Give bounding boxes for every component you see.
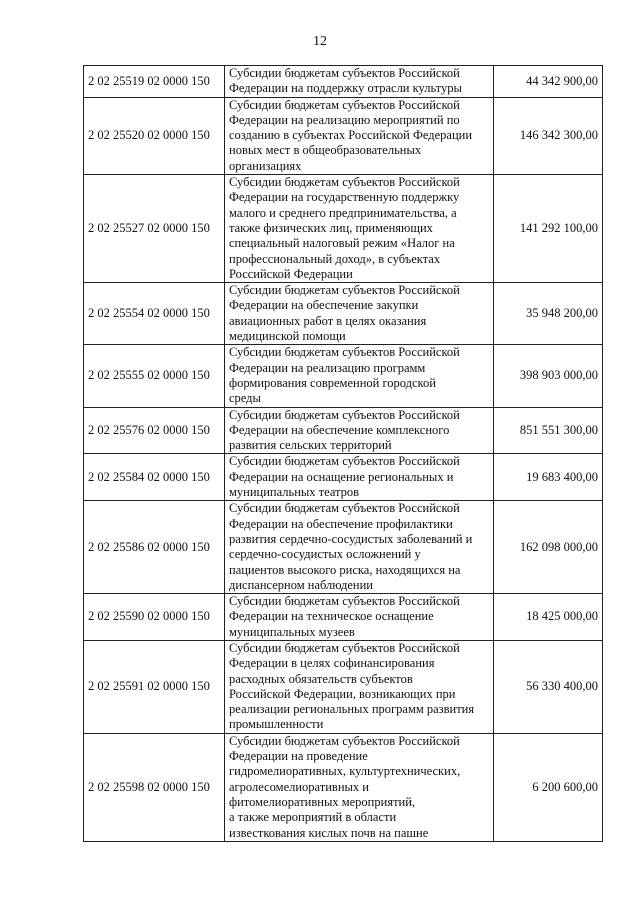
description-cell xyxy=(225,640,494,733)
budget-code-cell: 2 02 25598 02 0000 150 xyxy=(84,733,225,841)
description-cell xyxy=(225,97,494,174)
description-line: развития сердечно-сосудистых заболеваний и xyxy=(229,531,473,546)
description-line: Федерации на обеспечение профилактики xyxy=(229,516,453,531)
description-cell xyxy=(225,175,494,283)
description-line: Субсидии бюджетам субъектов Российской xyxy=(229,66,460,80)
description-cell xyxy=(225,594,494,641)
table-row xyxy=(84,454,603,501)
description-line: новых мест в общеобразовательных xyxy=(229,143,422,158)
description-cell xyxy=(225,733,494,841)
table-row xyxy=(84,283,603,345)
description-line: Субсидии бюджетам субъектов Российской xyxy=(229,175,460,190)
budget-code-cell: 2 02 25554 02 0000 150 xyxy=(84,283,225,345)
description-line: Федерации на обеспечение закупки xyxy=(229,298,419,313)
amount-cell: 6 200 600,00 xyxy=(494,733,603,841)
budget-code-cell: 2 02 25576 02 0000 150 xyxy=(84,407,225,454)
description-line: известкования кислых почв на пашне xyxy=(229,825,429,840)
amount-cell: 56 330 400,00 xyxy=(494,640,603,733)
description-line: Субсидии бюджетам субъектов Российской xyxy=(229,407,460,422)
table-row xyxy=(84,640,603,733)
table-row xyxy=(84,407,603,454)
budget-code-cell: 2 02 25527 02 0000 150 xyxy=(84,175,225,283)
description-cell xyxy=(225,407,494,454)
table-row xyxy=(84,66,603,98)
description-line: Субсидии бюджетам субъектов Российской xyxy=(229,733,460,748)
description-line: а также мероприятий в области xyxy=(229,810,397,825)
budget-table-body xyxy=(84,66,603,842)
description-line: созданию в субъектах Российской Федерации xyxy=(229,128,473,143)
amount-cell: 141 292 100,00 xyxy=(494,175,603,283)
description-line: среды xyxy=(229,391,261,406)
budget-code-cell: 2 02 25519 02 0000 150 xyxy=(84,66,225,98)
description-line: Субсидии бюджетам субъектов Российской xyxy=(229,454,460,469)
table-row xyxy=(84,501,603,594)
description-line: Субсидии бюджетам субъектов Российской xyxy=(229,501,460,516)
description-line: сердечно-сосудистых осложнений у xyxy=(229,547,421,562)
budget-code-cell: 2 02 25590 02 0000 150 xyxy=(84,594,225,641)
description-line: реализации региональных программ развития xyxy=(229,702,475,717)
description-line: также физических лиц, применяющих xyxy=(229,220,433,235)
description-line: Субсидии бюджетам субъектов Российской xyxy=(229,640,460,655)
amount-cell: 18 425 000,00 xyxy=(494,594,603,641)
description-line: Федерации на реализацию мероприятий по xyxy=(229,112,460,127)
description-line: специальный налоговый режим «Налог на xyxy=(229,236,455,251)
table-row xyxy=(84,345,603,407)
amount-cell: 19 683 400,00 xyxy=(494,454,603,501)
description-line: формирования современной городской xyxy=(229,375,436,390)
description-line: организациях xyxy=(229,158,302,173)
description-line: агролесомелиоративных и xyxy=(229,779,369,794)
description-line: малого и среднего предпринимательства, а xyxy=(229,205,457,220)
description-line: авиационных работ в целях оказания xyxy=(229,313,427,328)
amount-cell: 162 098 000,00 xyxy=(494,501,603,594)
description-line: Федерации на оснащение региональных и xyxy=(229,469,454,484)
amount-cell: 851 551 300,00 xyxy=(494,407,603,454)
description-line: муниципальных музеев xyxy=(229,624,355,639)
description-line: профессиональный доход», в субъектах xyxy=(229,251,441,266)
description-line: Федерации на проведение xyxy=(229,749,368,764)
amount-cell: 35 948 200,00 xyxy=(494,283,603,345)
description-line: Российской Федерации xyxy=(229,266,353,281)
description-line: Федерации на государственную поддержку xyxy=(229,190,460,205)
budget-code-cell: 2 02 25586 02 0000 150 xyxy=(84,501,225,594)
description-line: Федерации на реализацию программ xyxy=(229,360,426,375)
description-line: пациентов высокого риска, находящихся на xyxy=(229,562,461,577)
description-line: гидромелиоративных, культуртехнических, xyxy=(229,764,461,779)
description-line: Федерации на обеспечение комплексного xyxy=(229,422,450,437)
description-line: медицинской помощи xyxy=(229,329,346,344)
description-line: диспансерном наблюдении xyxy=(229,577,373,592)
description-line: Федерации в целях софинансирования xyxy=(229,656,435,671)
budget-code-cell: 2 02 25591 02 0000 150 xyxy=(84,640,225,733)
budget-code-cell: 2 02 25584 02 0000 150 xyxy=(84,454,225,501)
description-line: Субсидии бюджетам субъектов Российской xyxy=(229,97,460,112)
description-line: Российской Федерации, возникающих при xyxy=(229,686,456,701)
table-row xyxy=(84,97,603,174)
description-line: Федерации на поддержку отрасли культуры xyxy=(229,81,462,96)
description-line: муниципальных театров xyxy=(229,485,360,500)
table-row xyxy=(84,733,603,841)
amount-cell: 44 342 900,00 xyxy=(494,66,603,98)
budget-code-cell: 2 02 25520 02 0000 150 xyxy=(84,97,225,174)
description-cell xyxy=(225,66,494,98)
description-cell xyxy=(225,501,494,594)
description-line: развития сельских территорий xyxy=(229,438,392,453)
description-cell xyxy=(225,345,494,407)
amount-cell: 146 342 300,00 xyxy=(494,97,603,174)
table-row xyxy=(84,594,603,641)
budget-code-cell: 2 02 25555 02 0000 150 xyxy=(84,345,225,407)
description-line: Субсидии бюджетам субъектов Российской xyxy=(229,594,460,609)
description-line: Федерации на техническое оснащение xyxy=(229,609,434,624)
description-cell xyxy=(225,283,494,345)
amount-cell: 398 903 000,00 xyxy=(494,345,603,407)
description-line: фитомелиоративных мероприятий, xyxy=(229,794,416,809)
table-row xyxy=(84,175,603,283)
description-cell xyxy=(225,454,494,501)
description-line: расходных обязательств субъектов xyxy=(229,671,413,686)
description-line: Субсидии бюджетам субъектов Российской xyxy=(229,283,460,298)
description-line: Субсидии бюджетам субъектов Российской xyxy=(229,345,460,360)
page-number: 12 xyxy=(313,34,327,49)
budget-table xyxy=(83,65,603,842)
description-line: промышленности xyxy=(229,717,324,732)
